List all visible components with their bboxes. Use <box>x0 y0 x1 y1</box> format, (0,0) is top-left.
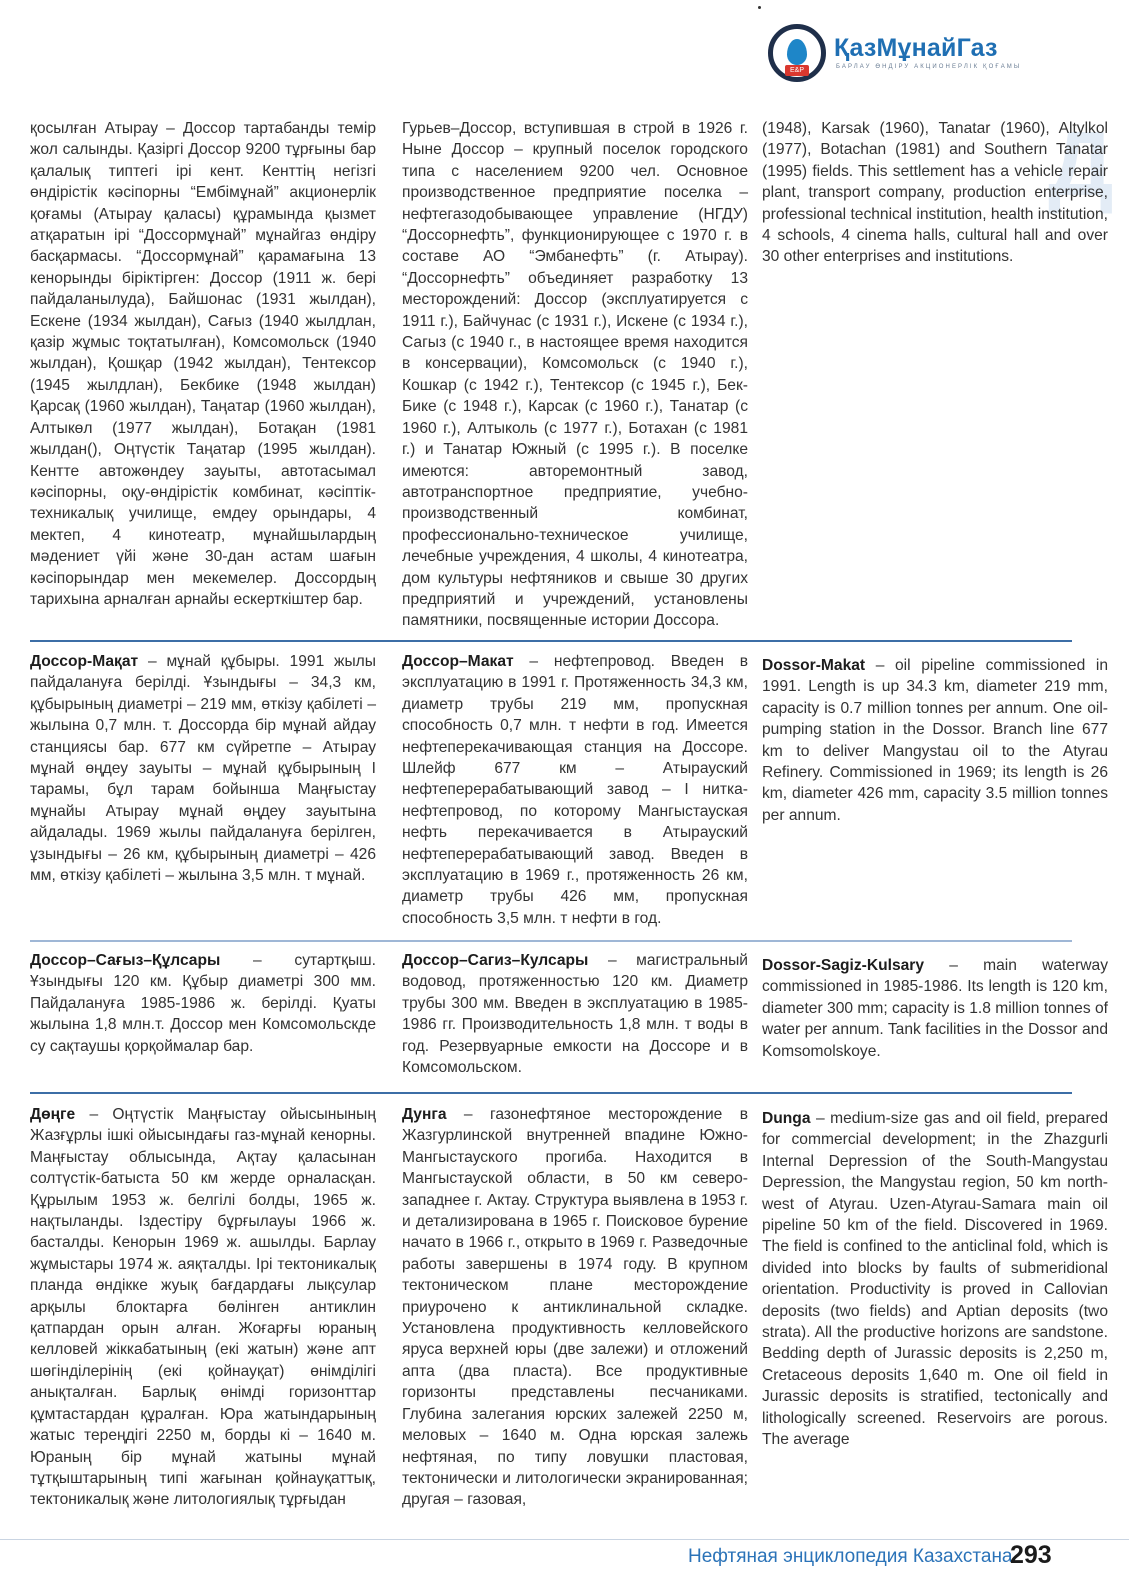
entry-body: – Оңтүстік Маңғыстау ойысынының Жазғұрлы ішкі ойысындағы газ-мұнай кенорны. Маңғыстау облысында, Ақтау қаласынан солтүстік-батыста 50 км жерде орналасқан. Құрылым 1953 ж. белгілі болды, 1965 ж. нақтыланды. Іздестіру бұрғылауы 1966 ж. басталды. Кенорын 1969 ж. ашылды. Барлау жұмыстары 1974 ж. аяқталды. Ірі тектоникалық планда өндікке жуық бағдардағы лықсулар арқылы блоктарға бөлінген антиклин қатпардан орын алған. Жоғарғы юраның келловей жіккабатының (екі жатын) және апт шөгінділерінің (екі қойнауқат) өнімділігі анықталған. Барлық өнімді горизонттар құмтастардан құралған. Юра жатындарының жатыс тереңдігі 2250 м, борды кі – 1640 м. Юраның бір мұнай жатыны мұнай тұтқыштарының типі жағынан қойнауқаттық, тектоникалық және литологиялық тұрғыдан <box>30 1106 376 1509</box>
section-divider <box>30 940 1072 942</box>
intro-russian-text <box>402 118 748 632</box>
footer-publication-title: Нефтяная энциклопедия Казахстана <box>688 1546 1013 1567</box>
dossor-sagiz-russian <box>402 950 748 1078</box>
entry-paragraph <box>402 651 748 929</box>
company-logo <box>768 14 1068 86</box>
entry-term: Доссор-Мақат <box>30 653 139 670</box>
entry-term: Дунга <box>402 1106 447 1123</box>
section-divider <box>30 640 1072 642</box>
logo-badge: E&P <box>785 65 809 76</box>
entry-paragraph <box>30 651 376 886</box>
paragraph: (1948), Karsak (1960), Tanatar (1960), Altylkol (1977), Botachan (1981) and Southern Tanatar (1995) fields. This settlement has a vehicle repair plant, transport company, production enterprise, professional technical institution, health institution, 4 schools, 4 cinema halls, cultural hall and over 30 other enterprises and institutions. <box>762 120 1108 266</box>
dossor-makat-kazakh <box>30 651 376 886</box>
dossor-makat-english <box>762 655 1108 826</box>
entry-term: Доссор–Макат <box>402 653 514 670</box>
section-divider <box>30 1092 1072 1094</box>
entry-paragraph <box>402 1104 748 1511</box>
page-number: 293 <box>1010 1541 1052 1569</box>
dossor-sagiz-english <box>762 955 1108 1062</box>
entry-paragraph <box>762 955 1108 1062</box>
entry-paragraph <box>30 1104 376 1511</box>
entry-body: – main waterway commissioned in 1985-1986. Its length is 120 km, diameter 300 mm; capacity is 1.8 million tonnes of water per annum. Tank facilities in the Dossor and Komsomolskoye. <box>762 957 1108 1060</box>
entry-term: Дөңге <box>30 1106 76 1123</box>
entry-body: – газонефтяное месторождение в Жазгурлинской внутренней впадине Южно-Мангыстауского прогиба. Находится в Мангыстауской области, в 50 км северо-западнее г. Актау. Структура выявлена в 1953 г. и детализирована в 1965 г. Поисковое бурение начато в 1966 г., открыто в 1969 г. Разведочные работы завершены в 1974 году. В крупном тектоническом плане месторождение приурочено к антиклинальной складке. Установлена продуктивность келловейского яруса верхней юры (две залежи) и отложений апта (два пласта). Все продуктивные горизонты представлены песчаниками. Глубина залегания юрских залежей 2250 м, меловых – 1640 м. Одна юрская залежь нефтяная, по типу ловушки пластовая, тектонически и литологически экранированная; другая – газовая, <box>402 1106 748 1509</box>
oil-drop-icon <box>787 39 807 65</box>
entry-body: – сутартқыш. Ұзындығы 120 км. Құбыр диаметрі 300 мм. Пайдалануға 1985-1986 ж. берілді. Қуаты жылына 1,8 млн.т. Доссор мен Комсомольскде су сақтаушы қорқоймалар бар. <box>30 952 376 1055</box>
paragraph: қосылған Атырау – Доссор тартабанды темір жол салынды. Қазіргі Доссор 9200 тұрғыны бар қалалық типтегі ірі кент. Кенттің негізгі өндірістік кәсіпорны “Ембімұнай” акционерлік қоғамы (Атырау қаласы) құрамында қызмет атқаратын ірі “Доссормұнай” мұнайгаз өндіру басқармасы. “Доссормұнай” қарамағына 13 кенорынды біріктірген: Доссор (1911 ж. бері пайдаланылуда), Байшонас (1931 жылдан), Ескене (1934 жылдан), Сағыз (1940 жылдлан, қазір жұмыс тоқтатылған), Комсомольск (1940 жылдан), Қошқар (1942 жылдан), Тентексор (1945 жылдлан), Бекбике (1948 жылдан) Қарсақ (1960 жылдан), Таңатар (1960 жылдан), Алтыкөл (1977 жылдан), Ботақан (1981 жылдан(), Оңтүстік Таңатар (1995 жылдан). Кентте автожөндеу зауыты, автотасымал кәсіпорны, оқу-өндірістік комбинат, кәсіптік-техникалық училище, емдеу орындары, 4 мектеп, 4 кинотеатр, мұнайшылардың мәдениет үйі және 30-дан астам шағын кәсіпорындар мен мекемелер. Доссордың тарихына арналған арнайы ескерткіштер бар. <box>30 120 376 608</box>
entry-term: Доссор–Сағыз–Құлсары <box>30 952 221 969</box>
entry-paragraph <box>402 950 748 1078</box>
logo-tagline: БАРЛАУ ӨНДІРУ АКЦИОНЕРЛІК ҚОҒАМЫ <box>836 64 1022 70</box>
decorative-dot <box>758 6 761 9</box>
entry-body: – нефтепровод. Введен в эксплуатацию в 1991 г. Протяженность 34,3 км, диаметр трубы 219 мм, пропускная способность 0,7 млн. т нефти в год. Имеется нефтеперекачивающая станция на Доссоре. Шлейф 677 км – Атырауский нефтеперерабатывающий завод – I нитка-нефтепровод, по которому Мангыстауская нефть перекачивается в Атырауский нефтеперерабатывающий завод. Введен в эксплуатацию в 1969 г., протяженность 26 км, диаметр трубы 426 мм, пропускная способность 3,5 млн. т нефти в год. <box>402 653 748 927</box>
entry-term: Dossor-Makat <box>762 657 866 674</box>
entry-term: Доссор–Сагиз–Кулсары <box>402 952 589 969</box>
intro-kazakh-text <box>30 118 376 610</box>
dunga-english <box>762 1108 1108 1451</box>
paragraph: Гурьев–Доссор, вступившая в строй в 1926 г. Ныне Доссор – крупный поселок городского типа с населением 9200 чел. Основное производственное предприятие поселка – нефтегазодобывающее управление (НГДУ) “Доссорнефть”, функционирующее с 1970 г. в составе АО “Эмбанефть” (г. Атырау). “Доссорнефть” объединяет разработку 13 месторождений: Доссор (эксплуатируется с 1911 г.), Байчунас (с 1931 г.), Искене (с 1934 г.), Сагыз (с 1940 г., в настоящее время находится в консервации), Комсомольск (с 1940 г.), Кошкар (с 1942 г.), Тентексор (с 1945 г.), Бек-Бике (с 1948 г.), Карсак (с 1960 г.), Танатар (с 1960 г.), Алтыколь (с 1977 г.), Ботахан (с 1981 г.) и Танатар Южный (с 1995 г.). В поселке имеются: авторемонтный завод, автотранспортное предприятие, учебно-производственный комбинат, профессионально-техническое училище, лечебные учреждения, 4 школы, 4 кинотеатра, дом культуры нефтяников и свыше 30 других предприятий и учреждений, установлены памятники, посвященные истории Доссора. <box>402 120 748 630</box>
dossor-makat-russian <box>402 651 748 929</box>
entry-body: – магистральный водовод, протяженностью 120 км. Диаметр трубы 300 мм. Введен в эксплуатацию в 1985-1986 гг. Производительность 1,8 млн. т воды в год. Резервуарные емкости на Доссоре и в Комсомольском. <box>402 952 748 1077</box>
entry-term: Dossor-Sagiz-Kulsary <box>762 957 925 974</box>
logo-emblem <box>768 24 826 82</box>
dunga-russian <box>402 1104 748 1511</box>
dunga-kazakh <box>30 1104 376 1511</box>
entry-term: Dunga <box>762 1110 811 1127</box>
entry-body: – мұнай құбыры. 1991 жылы пайдалануға берілді. Ұзындығы – 34,3 км, құбырының диаметрі – 219 мм, өткізу қабілеті – жылына 0,7 млн. т. Доссорда бір мұнай айдау станциясы бар. 677 км сүйретпе – Атырау мұнай өңдеу зауыты – мұнай құбырының І тарамы, бұл тарам бойынша Маңғыстау мұнайы Атырау мұнай өңдеу зауытына айдалады. 1969 жылы пайдалануға берілген, ұзындығы – 26 км, құбырының диаметрі – 426 мм, өткізу қабілеті – жылына 3,5 млн. т мұнай. <box>30 653 376 885</box>
intro-english-text <box>762 118 1108 268</box>
dossor-sagiz-kazakh <box>30 950 376 1057</box>
section-letter-watermark: Д <box>1048 113 1114 215</box>
entry-paragraph <box>762 655 1108 826</box>
logo-name: ҚазМұнайГаз <box>834 34 998 62</box>
entry-paragraph <box>30 950 376 1057</box>
entry-body: – oil pipeline commissioned in 1991. Length is up 34.3 km, diameter 219 mm, capacity is 0.7 million tonnes per annum. One oil-pumping station in the Dossor. Branch line 677 km to deliver Mangystau oil to the Atyrau Refinery. Commissioned in 1969; its length is 26 km, diameter 426 mm, capacity 3.5 million tonnes per annum. <box>762 657 1108 824</box>
footer-divider <box>0 1539 1129 1540</box>
entry-paragraph <box>762 1108 1108 1451</box>
entry-body: – medium-size gas and oil field, prepared for commercial development; in the Zhazgurli Internal Depression of the South-Mangystau Depression, the Mangystau region, 50 km north-west of Atyrau. Uzen-Atyrau-Samara main oil pipeline 50 km of the field. Discovered in 1969. The field is confined to the anticlinal fold, which is divided into blocks by faults of submeridional orientation. Productivity is proved in Callovian deposits (two fields) and Aptian deposits (two strata). All the productive horizons are sandstone. Bedding depth of Jurassic deposits is 2,250 m, Cretaceous deposits 1,640 m. One oil field in Jurassic deposits is stratified, tectonically and lithologically screened. Reservoirs are porous. The average <box>762 1110 1108 1449</box>
